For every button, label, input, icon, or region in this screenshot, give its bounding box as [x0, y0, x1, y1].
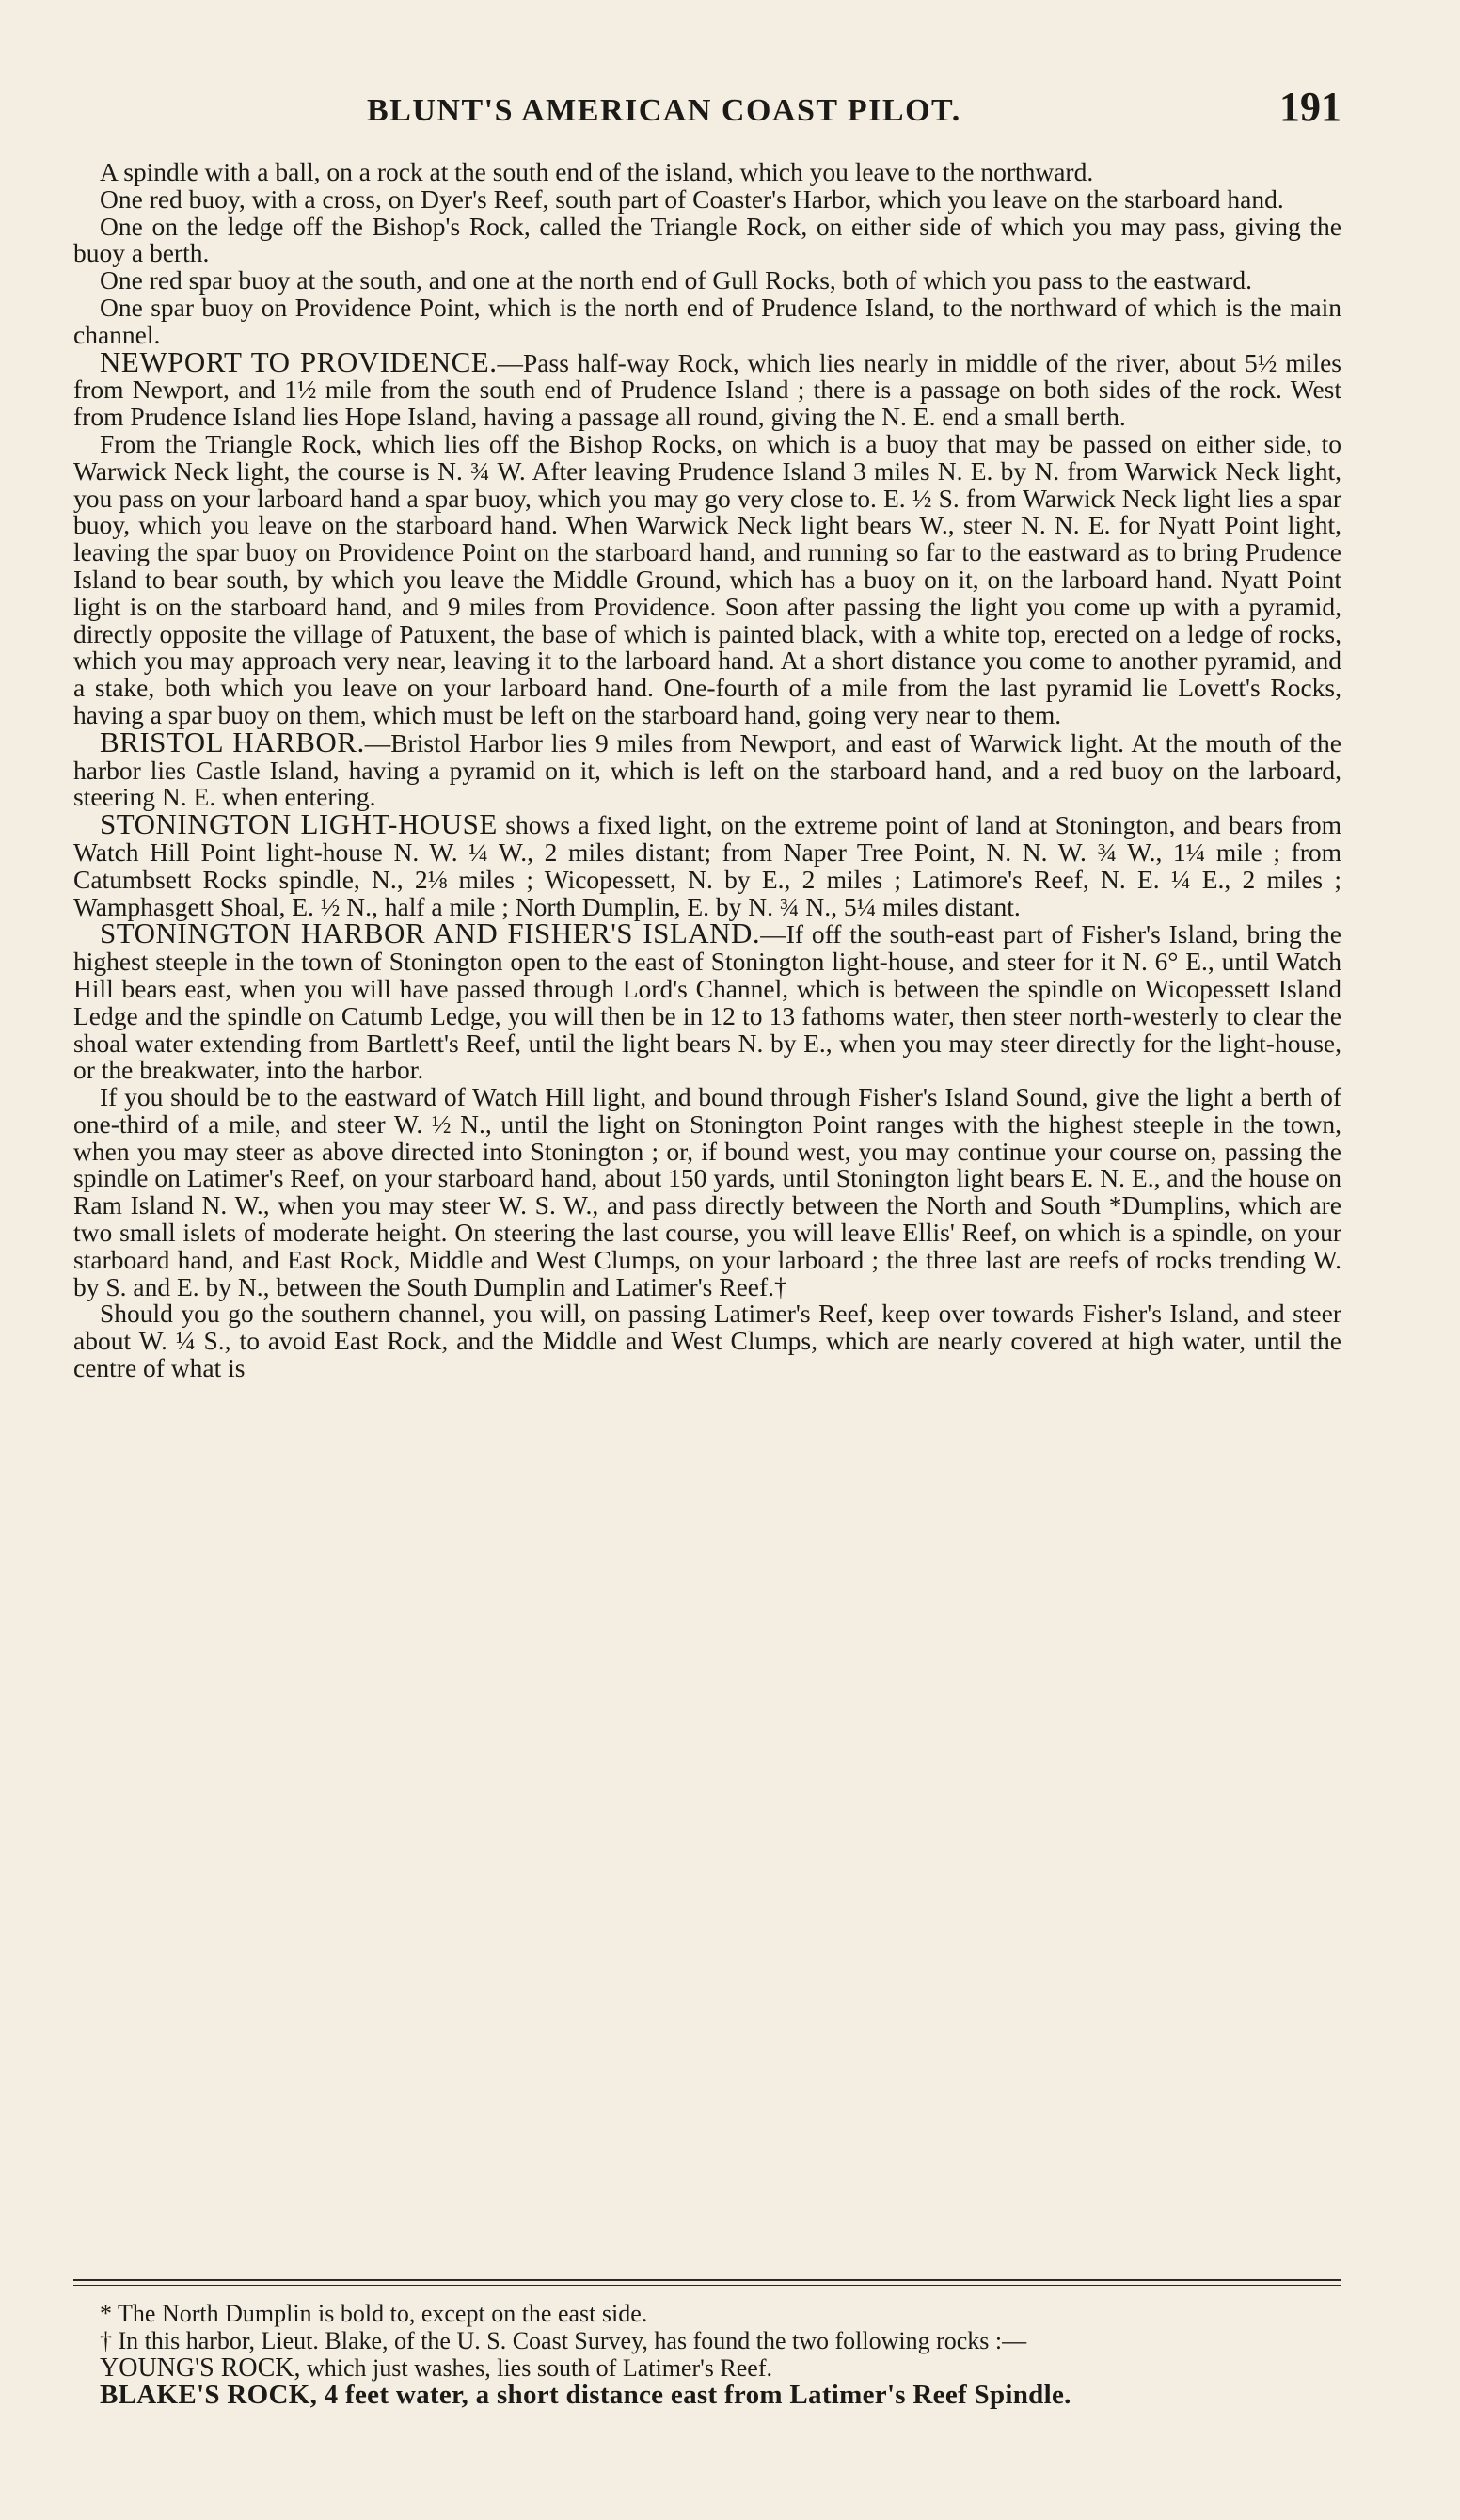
paragraph: One spar buoy on Providence Point, which is the north end of Prudence Island, to the northward of which is the main channel. — [73, 292, 1341, 349]
footnote-text: which just washes, lies south of Latimer's Reef. — [300, 2354, 772, 2382]
footnote-label: BLAKE'S ROCK, — [100, 2380, 318, 2410]
section-text: —If off the south-east part of Fisher's Island, bring the highest steeple in the town of Stonington open to the east of Stonington light-house, and steer for it N. 6° E., until Watch Hill bears east, when you will have passed through Lord's Channel, which is between the spindle on Wicopessett Island Ledge and the spindle on Catumb Ledge, you will then be in 12 to 13 fathoms water, then steer north-westerly to clear the shoal water extending from Bartlett's Reef, until the light bears N. by E., when you may steer directly for the light-house, or the breakwater, into the harbor. — [73, 919, 1342, 1085]
running-header — [73, 83, 1341, 131]
section-text: —Pass half-way Rock, which lies nearly in middle of the river, about 5½ miles from Newport, and 1½ mile from the south end of Prudence Island ; there is a passage on both sides of the rock. West from Prudence Island lies Hope Island, having a passage all round, giving the N. E. end a small berth. — [73, 347, 1341, 432]
section-heading: STONINGTON HARBOR AND FISHER'S ISLAND. — [100, 917, 761, 950]
section-text: shows a fixed light, on the extreme point of land at Stonington, and bears from Watch Hill Point light-house N. W. ¼ W., 2 miles distant; from Naper Tree Point, N. N. W. ¾ W., 1¼ mile ; from Catumbsett Rocks spindle, N., 2⅛ miles ; Wicopessett, N. by E., 2 miles ; Latimore's Reef, N. E. ¼ E., 2 miles ; Wamphasgett Shoal, E. ½ N., half a mile ; North Dumplin, E. by N. ¾ N., 5¼ miles distant. — [73, 810, 1341, 921]
section-stonington-harbor — [73, 917, 1342, 1085]
footnote-divider — [73, 2279, 1341, 2286]
footnote-label: YOUNG'S ROCK, — [100, 2353, 301, 2383]
footnote-blake — [73, 2382, 1341, 2409]
paragraph: Should you go the southern channel, you will, on passing Latimer's Reef, keep over towards Fisher's Island, and steer about W. ¼ S., to avoid East Rock, and the Middle and West Clumps, which are nearly covered at high water, until the centre of what is — [73, 1299, 1341, 1383]
body-text — [73, 159, 1341, 1382]
footnotes — [73, 2300, 1341, 2409]
footnote: † In this harbor, Lieut. Blake, of the U. S. Coast Survey, has found the two following rocks :— — [100, 2327, 1027, 2354]
page-number: 191 — [1279, 84, 1341, 130]
footnote: * The North Dumplin is bold to, except on the east side. — [100, 2300, 648, 2327]
paragraph: One red spar buoy at the south, and one at the north end of Gull Rocks, both of which you pass to the eastward. — [100, 265, 1253, 295]
section-newport — [73, 344, 1341, 432]
section-bristol — [73, 725, 1341, 812]
section-heading: NEWPORT TO PROVIDENCE. — [100, 344, 498, 378]
header-title: BLUNT'S AMERICAN COAST PILOT. — [367, 93, 961, 128]
paragraph: From the Triangle Rock, which lies off the Bishop Rocks, on which is a buoy that may be passed on either side, to Warwick Neck light, the course is N. ¾ W. After leaving Prudence Island 3 miles N. E. by N. from Warwick Neck light, you pass on your larboard hand a spar buoy, which you may go very close to. E. ½ S. from Warwick Neck light lies a spar buoy, which you leave on the starboard hand. When Warwick Neck light bears W., steer N. N. E. for Nyatt Point light, leaving the spar buoy on Providence Point on the starboard hand, and running so far to the eastward as to bring Prudence Island to bear south, by which you leave the Middle Ground, which has a buoy on it, on the larboard hand. Nyatt Point light is on the starboard hand, and 9 miles from Providence. Soon after passing the light you come up with a pyramid, directly opposite the village of Patuxent, the base of which is painted black, with a white top, erected on a ledge of rocks, which you may approach very near, leaving it to the larboard hand. At a short distance you come to another pyramid, and a stake, both which you leave on your larboard hand. One-fourth of a mile from the last pyramid lie Lovett's Rocks, having a spar buoy on them, which must be left on the starboard hand, going very near to them. — [73, 428, 1341, 729]
paragraph: If you should be to the eastward of Watch Hill light, and bound through Fisher's Island Sound, give the light a berth of one-third of a mile, and steer W. ½ N., until the light on Stonington Point ranges with the highest steeple in the town, when you may steer as above directed into Stonington ; or, if bound west, you may continue your course on, passing the spindle on Latimer's Reef, on your starboard hand, about 150 yards, until Stonington light bears E. N. E., and the house on Ram Island N. W., when you may steer W. S. W., and pass directly between the North and South *Dumplins, which are two small islets of moderate height. On steering the last course, you will leave Ellis' Reef, on which is a spindle, on your starboard hand, and East Rock, Middle and West Clumps, on your larboard ; the three last are reefs of rocks trending W. by S. and E. by N., between the South Dumplin and Latimer's Reef.† — [73, 1082, 1341, 1301]
footnote-text: 4 feet water, a short distance east from Latimer's Reef Spindle. — [317, 2380, 1071, 2410]
section-text: —Bristol Harbor lies 9 miles from Newport, and east of Warwick light. At the mouth of the harbor lies Castle Island, having a pyramid on it, which is left on the starboard hand, and a red buoy on the larboard, steering N. E. when entering. — [73, 727, 1341, 812]
footnote-young — [73, 2354, 1341, 2382]
section-heading: BRISTOL HARBOR. — [100, 725, 365, 758]
paragraph: A spindle with a ball, on a rock at the south end of the island, which you leave to the northward. — [100, 157, 1094, 186]
section-stonington-light — [73, 807, 1341, 921]
section-heading: STONINGTON LIGHT-HOUSE — [100, 807, 498, 841]
paragraph: One red buoy, with a cross, on Dyer's Reef, south part of Coaster's Harbor, which you leave on the starboard hand. — [100, 183, 1284, 214]
paragraph: One on the ledge off the Bishop's Rock, called the Triangle Rock, on either side of which you may pass, giving the buoy a berth. — [73, 211, 1341, 268]
